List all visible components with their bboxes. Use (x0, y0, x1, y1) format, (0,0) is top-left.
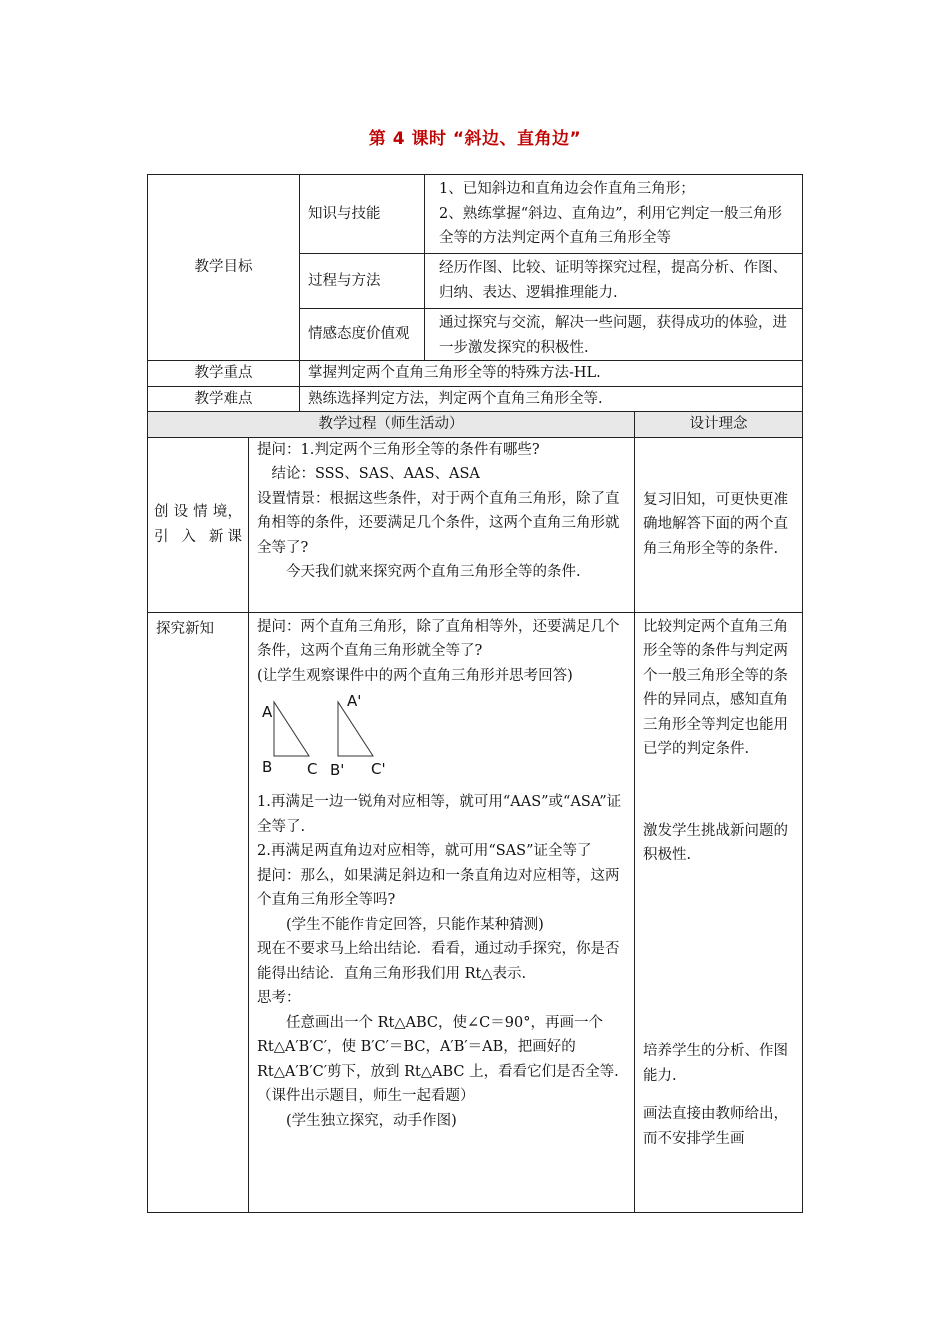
vertex-label-b: B (262, 758, 273, 776)
spacer (643, 811, 794, 819)
objective-row-knowledge (148, 175, 803, 254)
objective-content-process (425, 254, 803, 309)
process-header-row (148, 412, 803, 438)
section2-line: 现在不要求马上给出结论．看看，通过动手探究，你是否能得出结论．直角三角形我们用 Rt△表示. (257, 941, 620, 982)
lesson-plan-table (147, 174, 803, 1213)
section-row-explore (148, 612, 803, 1212)
vertex-label-b-prime: B' (330, 761, 345, 779)
objective-label-process: 过程与方法 (300, 254, 425, 309)
section2-line: (让学生观察课件中的两个直角三角形并思考回答) (257, 667, 573, 684)
spacer (643, 966, 794, 991)
vertex-label-a-prime: A' (347, 692, 362, 710)
page-title: 第 4 课时 “斜边、直角边” (368, 129, 582, 149)
section1-line: 结论：SSS、SAS、AAS、ASA (271, 466, 480, 482)
objective-content-attitude (425, 309, 803, 361)
spacer (643, 990, 794, 1015)
spacer (643, 941, 794, 966)
key-point-text: 掌握判定两个直角三角形全等的特殊方法-HL. (300, 361, 803, 387)
section1-label (148, 437, 249, 612)
section2-line: 任意画出一个 Rt△ABC，使∠C＝90°，再画一个 Rt△A′B′C′，使 B′C′＝BC，A′B′＝AB，把画好的 Rt△A′B′C′剪下，放到 Rt△ABC 上，看看它们是否全等.（课件出示题目，师生一起看题） (257, 1014, 619, 1104)
spacer (643, 892, 794, 917)
section2-line: 1.再满足一边一锐角对应相等，就可用“AAS”或“ASA”证全等了. (257, 794, 622, 835)
spacer (643, 868, 794, 893)
section1-line: 设置情景：根据这些条件，对于两个直角三角形，除了直角相等的条件，还要满足几个条件，这两个直角三角形就全等了? (257, 490, 620, 556)
key-point-label: 教学重点 (148, 361, 300, 387)
process-header: 教学过程（师生活动） (148, 412, 635, 438)
section1-content (249, 437, 635, 612)
spacer (643, 762, 794, 787)
difficulty-row (148, 386, 803, 412)
triangle-figure (257, 690, 626, 786)
objective-label-attitude: 情感态度价值观 (300, 309, 425, 361)
difficulty-label: 教学难点 (148, 386, 300, 412)
triangle-abc (274, 702, 309, 756)
objective-line: 通过探究与交流，解决一些问题，获得成功的体验，进一步激发探究的积极性. (439, 315, 787, 356)
section1-line: 今天我们就来探究两个直角三角形全等的条件. (286, 564, 581, 580)
section1-label-text: 创 设 情 境， 引 入 新课 (154, 504, 242, 545)
spacer (643, 1088, 794, 1102)
triangle-abc-prime (338, 702, 373, 756)
objective-content-knowledge (425, 175, 803, 254)
section2-concept (635, 612, 803, 1212)
section2-line: (学生独立探究，动手作图) (286, 1112, 457, 1129)
section2-line: 提问：两个直角三角形，除了直角相等外，还要满足几个条件，这两个直角三角形就全等了? (257, 618, 620, 659)
section2-line: (学生不能作肯定回答，只能作某种猜测) (286, 916, 544, 933)
vertex-label-c-prime: C' (371, 760, 386, 778)
objective-line: 1、已知斜边和直角边会作直角三角形； (439, 181, 695, 197)
section2-concept-text: 比较判定两个直角三角形全等的条件与判定两个一般三角形全等的条件的异同点，感知直角三角形全等判定也能用已学的判定条件. (643, 618, 788, 757)
difficulty-text: 熟练选择判定方法，判定两个直角三角形全等. (300, 386, 803, 412)
objective-line: 2、熟练掌握“斜边、直角边”，利用它判定一般三角形全等的方法判定两个直角三角形全等 (439, 205, 783, 246)
spacer (643, 917, 794, 942)
section2-line: 2.再满足两直角边对应相等，就可用“SAS”证全等了 (257, 843, 592, 859)
objectives-label: 教学目标 (148, 175, 300, 361)
section1-concept: 复习旧知，可更快更准确地解答下面的两个直角三角形全等的条件. (635, 437, 803, 612)
section2-concept-text: 激发学生挑战新问题的积极性. (643, 822, 788, 863)
concept-header: 设计理念 (635, 412, 803, 438)
spacer (643, 1015, 794, 1040)
vertex-label-a: A (262, 703, 273, 721)
spacer (643, 786, 794, 811)
section2-label: 探究新知 (148, 612, 249, 1212)
section1-line: 提问：1.判定两个三角形全等的条件有哪些? (257, 441, 540, 458)
objective-label-knowledge: 知识与技能 (300, 175, 425, 254)
objective-line: 经历作图、比较、证明等探究过程，提高分析、作图、归纳、表达、逻辑推理能力. (439, 260, 787, 301)
vertex-label-c: C (307, 760, 318, 778)
section2-line: 思考： (257, 990, 301, 1006)
section-row-intro (148, 437, 803, 612)
section2-concept-text: 画法直接由教师给出，而不安排学生画 (643, 1106, 788, 1147)
key-point-row (148, 361, 803, 387)
section2-concept-text: 培养学生的分析、作图能力. (643, 1043, 788, 1084)
section2-content (249, 612, 635, 1212)
section2-line: 提问：那么，如果满足斜边和一条直角边对应相等，这两个直角三角形全等吗? (257, 867, 620, 908)
